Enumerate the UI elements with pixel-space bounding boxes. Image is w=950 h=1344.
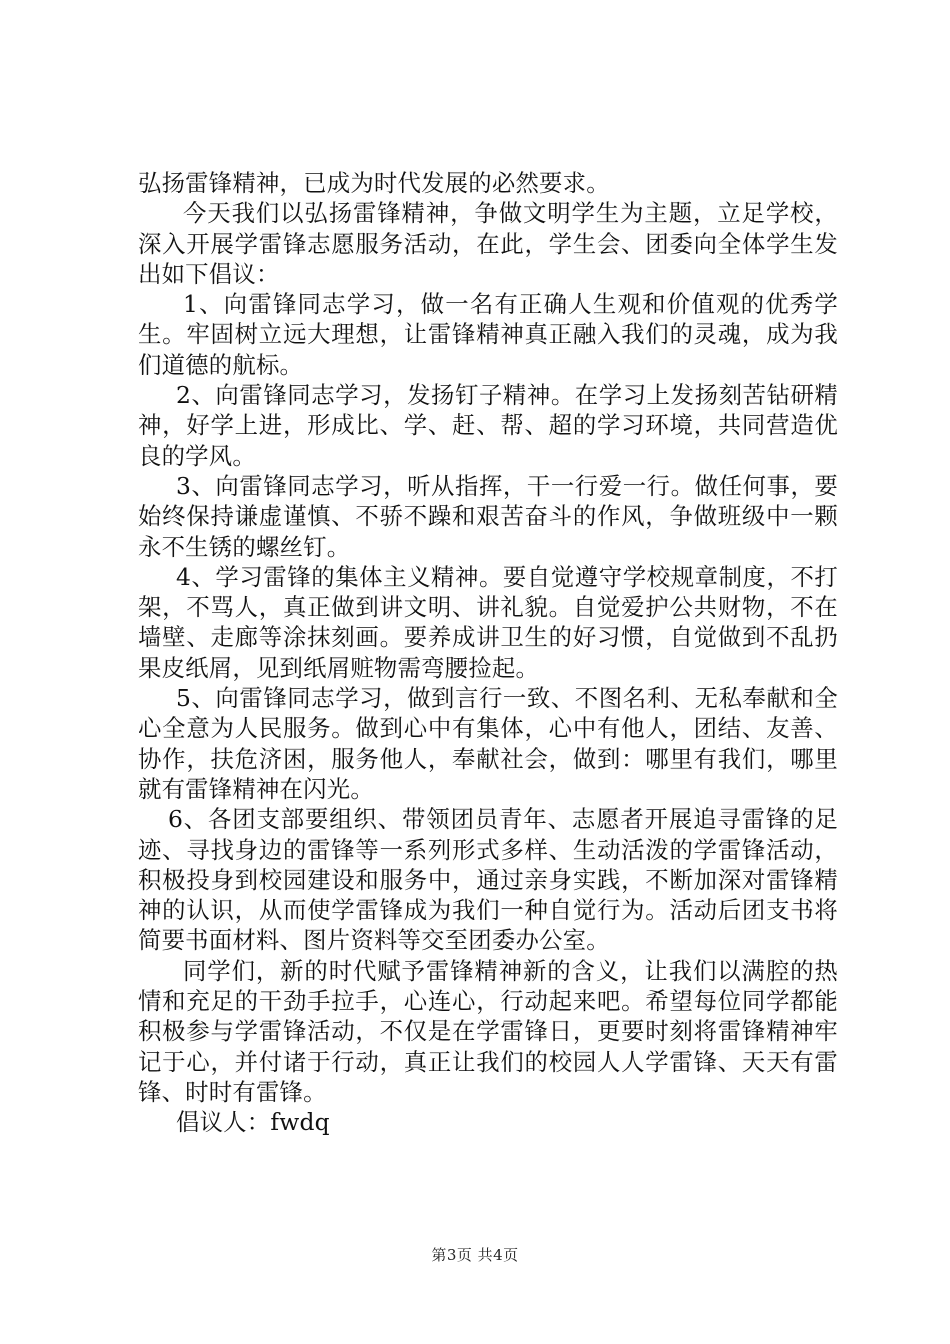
- paragraph-closing: 同学们，新的时代赋予雷锋精神新的含义，让我们以满腔的热情和充足的干劲手拉手，心连心，行动起来吧。希望每位同学都能积极参与学雷锋活动，不仅是在学雷锋日，更要时刻将雷锋精神牢记于心，并付诸于行动，真正让我们的校园人人学雷锋、天天有雷锋、时时有雷锋。: [138, 956, 838, 1106]
- paragraph-item-5: 5、向雷锋同志学习，做到言行一致、不图名利、无私奉献和全心全意为人民服务。做到心中有集体，心中有他人，团结、友善、协作，扶危济困，服务他人，奉献社会，做到：哪里有我们，哪里就有雷锋精神在闪光。: [138, 684, 838, 803]
- paragraph-item-2: 2、向雷锋同志学习，发扬钉子精神。在学习上发扬刻苦钻研精神，好学上进，形成比、学、赶、帮、超的学习环境，共同营造优良的学风。: [138, 381, 838, 470]
- paragraph-proposal-intro: 今天我们以弘扬雷锋精神，争做文明学生为主题，立足学校，深入开展学雷锋志愿服务活动，在此，学生会、团委向全体学生发出如下倡议：: [138, 199, 838, 288]
- paragraph-item-4: 4、学习雷锋的集体主义精神。要自觉遵守学校规章制度，不打架，不骂人，真正做到讲文明、讲礼貌。自觉爱护公共财物，不在墙壁、走廊等涂抹刻画。要养成讲卫生的好习惯，自觉做到不乱扔果皮纸屑，见到纸屑赃物需弯腰捡起。: [138, 562, 838, 682]
- page-number-footer: 第3页 共4页: [431, 1246, 519, 1264]
- document-body: [138, 168, 838, 1138]
- signature-line: 倡议人：fwdq: [176, 1108, 330, 1137]
- paragraph-item-1: 1、向雷锋同志学习，做一名有正确人生观和价值观的优秀学生。牢固树立远大理想，让雷锋精神真正融入我们的灵魂，成为我们道德的航标。: [138, 290, 838, 379]
- paragraph-item-6: 6、各团支部要组织、带领团员青年、志愿者开展追寻雷锋的足迹、寻找身边的雷锋等一系列形式多样、生动活泼的学雷锋活动，积极投身到校园建设和服务中，通过亲身实践，不断加深对雷锋精神的认识，从而使学雷锋成为我们一种自觉行为。活动后团支书将简要书面材料、图片资料等交至团委办公室。: [138, 805, 838, 955]
- paragraph-intro-continuation: 弘扬雷锋精神，已成为时代发展的必然要求。: [138, 169, 610, 197]
- paragraph-item-3: 3、向雷锋同志学习，听从指挥，干一行爱一行。做任何事，要始终保持谦虚谨慎、不骄不躁和艰苦奋斗的作风，争做班级中一颗永不生锈的螺丝钉。: [138, 471, 838, 561]
